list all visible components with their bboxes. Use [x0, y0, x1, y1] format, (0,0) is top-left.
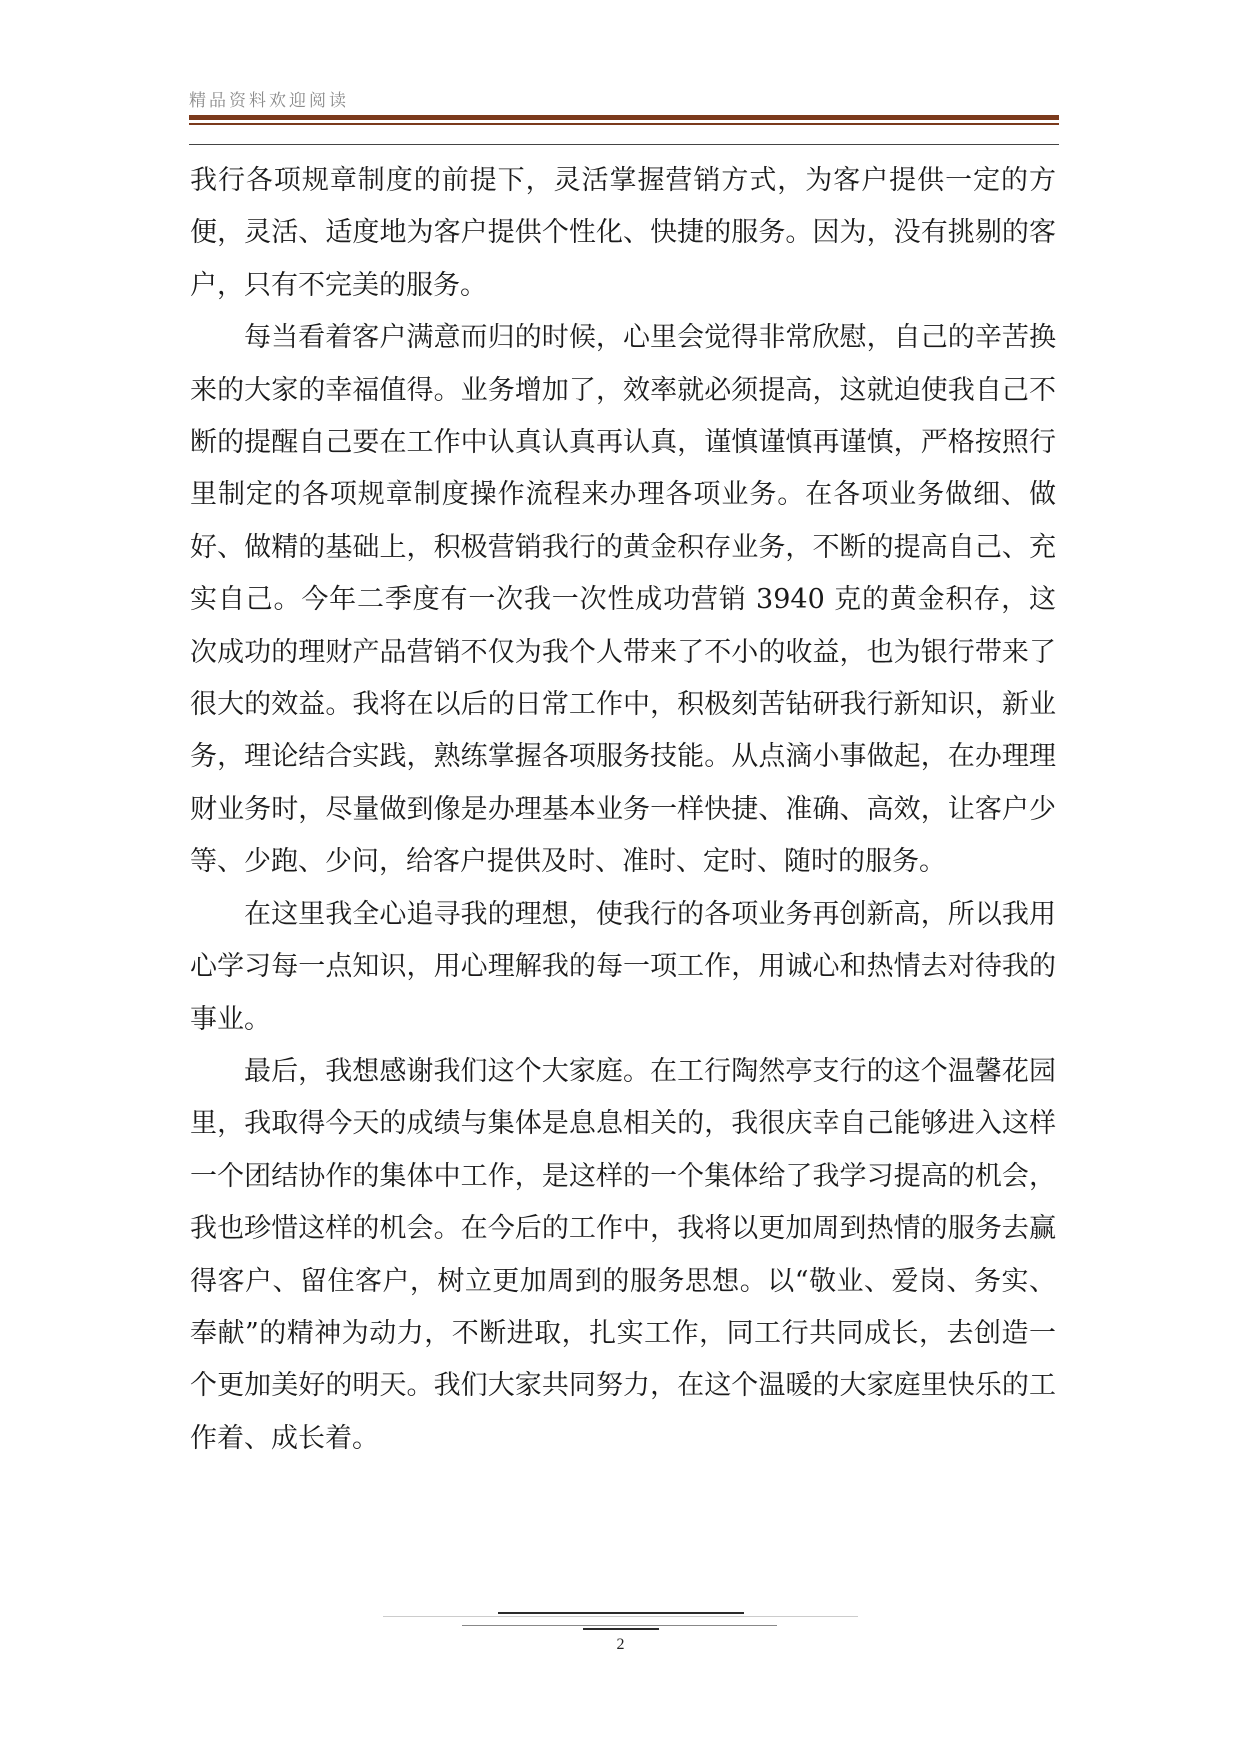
footer-rule-gray — [462, 1625, 777, 1626]
header-rule-base — [189, 144, 1059, 145]
footer-rule-inner — [583, 1628, 659, 1630]
paragraph-ideals: 在这里我全心追寻我的理想，使我行的各项业务再创新高，所以我用心学习每一点知识，用心理解我的每一项工作，用诚心和热情去对待我的事业。 — [190, 898, 1056, 1035]
header-rule-thin — [189, 123, 1059, 125]
document-body — [190, 155, 1056, 1465]
paragraph-closing: 最后，我想感谢我们这个大家庭。在工行陶然亭支行的这个温馨花园里，我取得今天的成绩与集体是息息相关的，我很庆幸自己能够进入这样一个团结协作的集体中工作，是这样的一个集体给了我学习提高的机会，我也珍惜这样的机会。在今后的工作中，我将以更加周到热情的服务去赢得客户、留住客户，树立更加周到的服务思想。以“敬业、爱岗、务实、奉献”的精神为动力，不断进取，扎实工作，同工行共同成长，去创造一个更加美好的明天。我们大家共同努力，在这个温暖的大家庭里快乐的工作着、成长着。 — [190, 1055, 1056, 1454]
paragraph-business-growth: 每当看着客户满意而归的时候，心里会觉得非常欣慰，自己的辛苦换来的大家的幸福值得。业务增加了，效率就必须提高，这就迫使我自己不断的提醒自己要在工作中认真认真再认真，谨慎谨慎再谨慎，严格按照行里制定的各项规章制度操作流程来办理各项业务。在各项业务做细、做好、做精的基础上，积极营销我行的黄金积存业务，不断的提高自己、充实自己。今年二季度有一次我一次性成功营销 3940 克的黄金积存，这次成功的理财产品营销不仅为我个人带来了不小的收益，也为银行带来了很大的效益。我将在以后的日常工作中，积极刻苦钻研我行新知识，新业务，理论结合实践，熟练掌握各项服务技能。从点滴小事做起，在办理理财业务时，尽量做到像是办理基本业务一样快捷、准确、高效，让客户少等、少跑、少问，给客户提供及时、准时、定时、随时的服务。 — [190, 322, 1056, 878]
footer-rule-outer — [383, 1616, 858, 1617]
footer-rule-mid — [498, 1612, 744, 1614]
header-rule-thick — [189, 115, 1059, 120]
paragraph-continued: 我行各项规章制度的前提下，灵活掌握营销方式，为客户提供一定的方便，灵活、适度地为客户提供个性化、快捷的服务。因为，没有挑剔的客户，只有不完美的服务。 — [190, 165, 1056, 301]
page-number: 2 — [616, 1636, 625, 1653]
header-label: 精品资料欢迎阅读 — [189, 91, 349, 111]
